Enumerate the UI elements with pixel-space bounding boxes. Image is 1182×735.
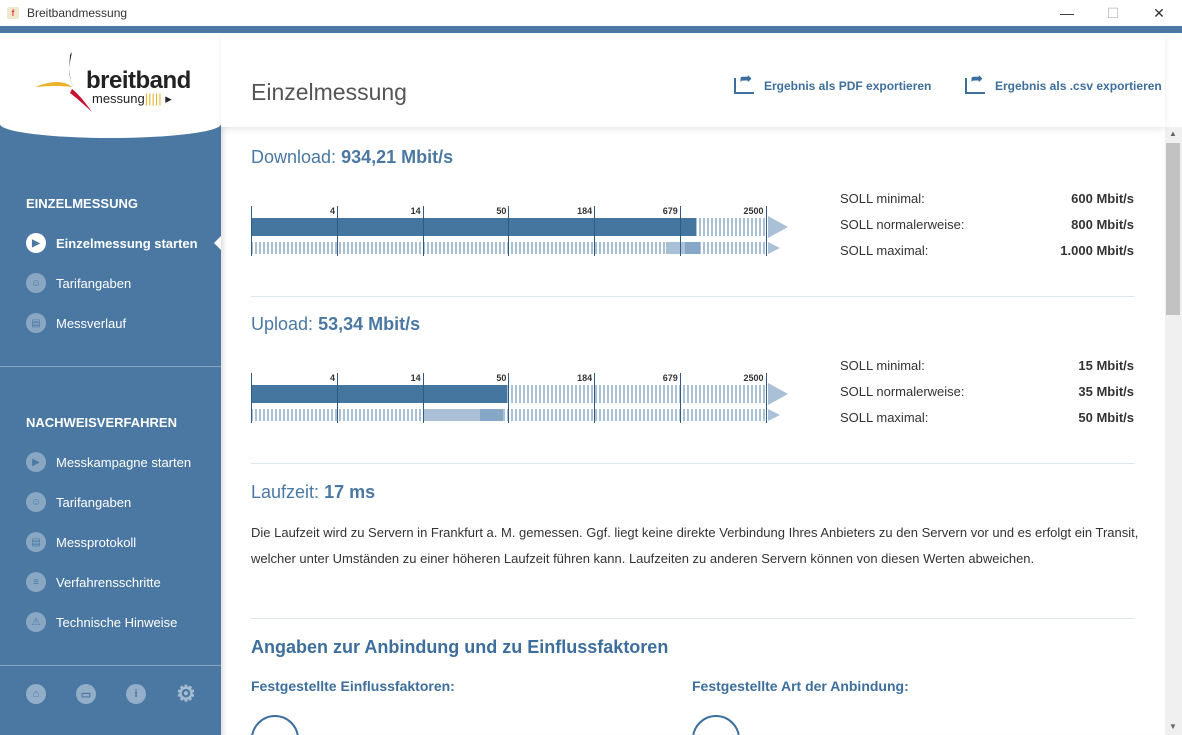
sidebar-item-tarifangaben[interactable] [26,273,131,293]
scale-tick [337,206,338,256]
scale-arrow [768,383,788,405]
home-icon[interactable]: ⌂ [26,684,46,704]
soll-row: SOLL normalerweise: 800 Mbit/s [840,217,1134,232]
sidebar-item-einzelmessung-starten[interactable] [26,233,198,253]
scroll-down-icon[interactable]: ▼ [1169,722,1177,731]
soll-row: SOLL normalerweise: 35 Mbit/s [840,384,1134,399]
latency-heading: Laufzeit: 17 ms [251,482,376,502]
scale-tick [337,373,338,423]
scale-tick-label: 14 [410,206,421,216]
minimize-button[interactable]: — [1060,5,1074,21]
scale-tick [680,373,681,423]
scale-tick [508,206,509,256]
scale-tick-label: 4 [329,373,335,383]
soll-row: SOLL minimal: 15 Mbit/s [840,358,1134,373]
scale-tick [766,373,767,423]
scale-tick-label: 2500 [743,373,764,383]
section-nachweisverfahren: NACHWEISVERFAHREN [26,415,177,430]
app-icon: f [7,7,19,19]
export-csv-label: Ergebnis als .csv exportieren [995,79,1162,93]
export-csv-button[interactable] [965,78,1162,94]
item-label: Messverlauf [56,315,127,331]
soll-arrow [768,409,780,421]
scale-tick-label: 50 [496,373,507,383]
sidebar-item-technische-hinweise[interactable] [26,612,177,632]
item-label: Einzelmessung starten [56,235,198,251]
upload-heading: Upload: 53,34 Mbit/s [251,314,421,334]
scale-tick [508,373,509,423]
connection-type-heading: Festgestellte Art der Anbindung: [692,678,909,694]
user-card-icon: ☺ [26,273,46,293]
scale-tick-label: 4 [329,206,335,216]
divider [0,366,221,367]
title-bar [0,0,1182,26]
scale-start [251,206,252,256]
page-title: Einzelmessung [251,79,407,105]
item-label: Tarifangaben [56,275,132,291]
settings-gear-icon[interactable]: ⚙ [176,681,196,706]
scale-tick-label: 679 [662,206,678,216]
scale-tick [423,206,424,256]
scale-tick-label: 2500 [743,206,764,216]
chat-icon[interactable]: ▭ [76,684,96,704]
logo-word-breitband: breitband [86,67,191,94]
item-label: Tarifangaben [56,494,132,510]
scale-start [251,373,252,423]
scale-tick-label: 50 [496,206,507,216]
sidebar-item-messverlauf[interactable] [26,313,126,333]
divider [251,296,1134,297]
scrollbar-thumb[interactable] [1166,143,1180,315]
soll-row: SOLL maximal: 50 Mbit/s [840,410,1134,425]
scale-tick [594,206,595,256]
download-gauge [251,206,791,256]
active-caret [214,235,221,251]
clipboard-icon: ▤ [26,532,46,552]
scale-tick-label: 184 [577,206,593,216]
divider [251,618,1134,619]
main-content [221,127,1165,735]
page-header [221,33,1165,127]
download-soll-table [840,191,1134,269]
scroll-up-icon[interactable]: ▲ [1169,129,1177,138]
export-pdf-label: Ergebnis als PDF exportieren [764,79,932,93]
warning-icon: ⚠ [26,612,46,632]
item-label: Technische Hinweise [56,614,178,630]
factors-heading: Angaben zur Anbindung und zu Einflussfaktoren [251,637,669,657]
top-band [0,26,1182,33]
sidebar [0,33,221,735]
influence-icon [251,715,299,735]
logo-word-messung: messung||||| ▸ [92,91,172,106]
soll-normal-range [685,242,700,254]
influence-factors-heading: Festgestellte Einflussfaktoren: [251,678,455,694]
latency-description: Die Laufzeit wird zu Servern in Frankfurt a. M. gemessen. Ggf. liegt keine direkte Verbindung Ihres Anbieters zu den Servern vor und es erfolgt ein Transit, welcher unter Umständen zu einer höheren Laufzeit führen kann. Laufzeiten zu anderen Servern können von diesen Werten abweichen. [251,525,1139,566]
scale-tick-label: 679 [662,373,678,383]
measured-bar [251,218,696,236]
scale-tick-label: 184 [577,373,593,383]
scale-tick [766,206,767,256]
sidebar-item-verfahrensschritte[interactable] [26,572,161,592]
soll-row: SOLL maximal: 1.000 Mbit/s [840,243,1134,258]
window-title: Breitbandmessung [27,6,128,20]
export-icon [965,78,985,94]
soll-arrow [768,242,780,254]
logo[interactable] [0,33,221,138]
soll-min-range [666,242,685,254]
soll-normal-range [480,409,503,421]
scale-tick [594,373,595,423]
scale-tick-label: 14 [410,373,421,383]
item-label: Messkampagne starten [56,454,192,470]
soll-row: SOLL minimal: 600 Mbit/s [840,191,1134,206]
play-icon: ▶ [26,452,46,472]
connection-icon [692,715,740,735]
divider [0,665,221,666]
item-label: Verfahrensschritte [56,574,161,590]
export-pdf-button[interactable] [734,78,931,94]
download-heading: Download: 934,21 Mbit/s [251,147,454,167]
item-label: Messprotokoll [56,534,137,550]
soll-min-range [424,409,480,421]
sidebar-item-tarifangaben-2[interactable] [26,492,131,512]
scale-tick [423,373,424,423]
sidebar-item-messkampagne-starten[interactable] [26,452,191,472]
measured-bar [251,385,507,403]
list-icon: ≡ [26,572,46,592]
clipboard-icon: ▤ [26,313,46,333]
sidebar-item-messprotokoll[interactable] [26,532,136,552]
divider [251,463,1134,464]
maximize-button[interactable]: ☐ [1106,4,1120,21]
section-einzelmessung: EINZELMESSUNG [26,196,138,211]
user-card-icon: ☺ [26,492,46,512]
upload-gauge [251,373,791,423]
scale-arrow [768,216,788,238]
upload-soll-table [840,358,1134,436]
scale-tick [680,206,681,256]
export-icon [734,78,754,94]
info-icon[interactable]: i [126,684,146,704]
play-icon: ▶ [26,233,46,253]
close-button[interactable]: ✕ [1153,4,1165,21]
